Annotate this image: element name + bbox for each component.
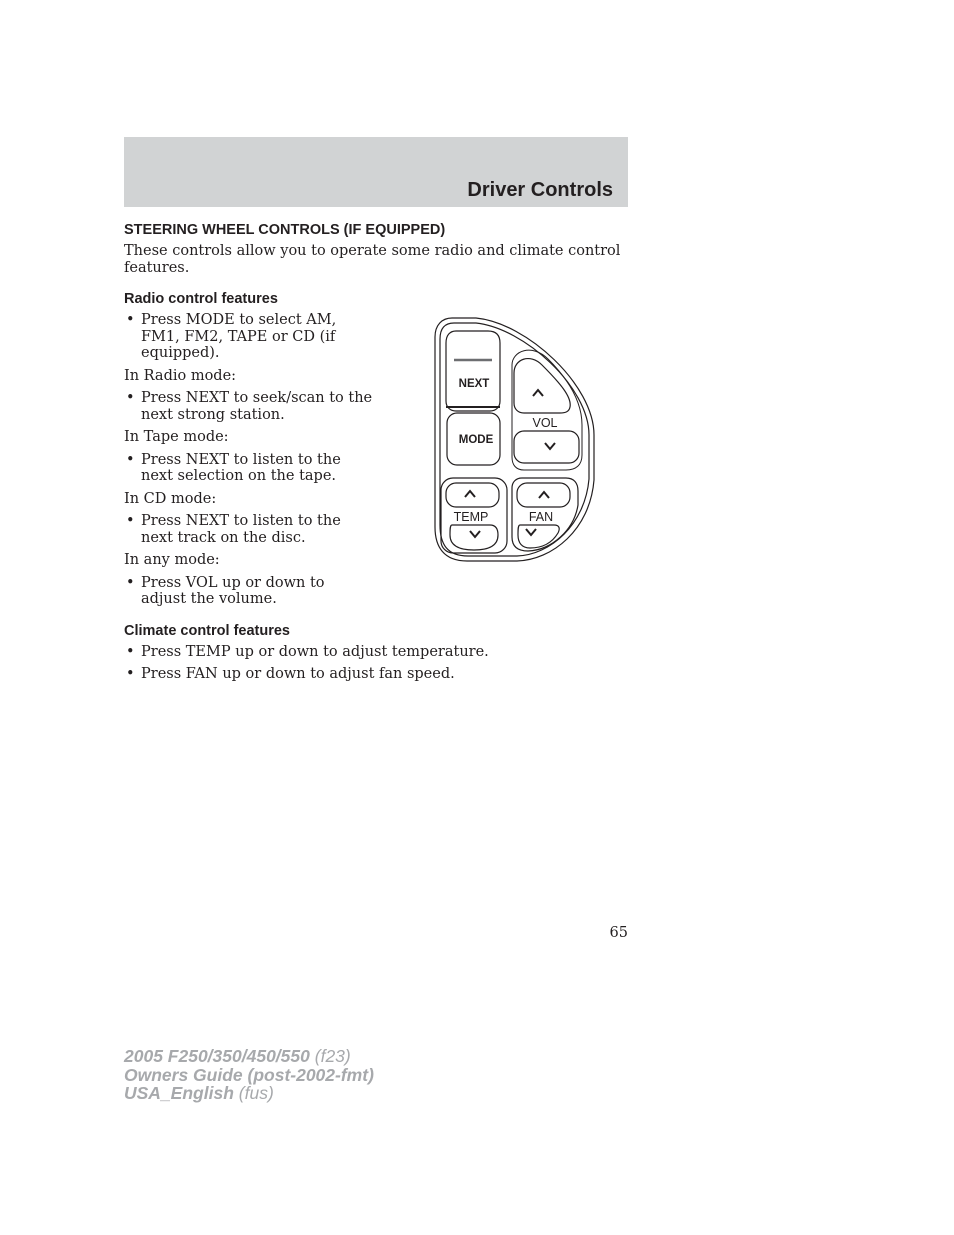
- bullet-mark: •: [126, 574, 135, 591]
- fan-down-chevron-icon: [526, 529, 536, 535]
- list-item: [124, 513, 374, 546]
- footer-line-guide: Owners Guide (post-2002-fmt): [124, 1064, 374, 1085]
- list-item: [124, 644, 624, 661]
- list-item: [124, 666, 624, 683]
- temp-down-chevron-icon: [470, 531, 480, 537]
- list-item: [124, 312, 374, 362]
- section-title: STEERING WHEEL CONTROLS (IF EQUIPPED): [124, 222, 446, 238]
- temp-up-chevron-icon: [465, 491, 475, 497]
- list-item-text: Press NEXT to listen to the next track on the disc.: [141, 513, 341, 546]
- fan-down-button-shape: [518, 525, 559, 548]
- footer-model-code: (f23): [314, 1046, 351, 1066]
- radio-features-list: [124, 312, 374, 608]
- list-item-text: Press VOL up or down to adjust the volume.: [141, 574, 325, 607]
- fan-up-chevron-icon: [539, 492, 549, 498]
- mode-label: In Tape mode:: [124, 429, 229, 445]
- mode-button-label: MODE: [458, 434, 494, 446]
- footer-language-code: (fus): [238, 1083, 274, 1103]
- list-item: [124, 390, 374, 423]
- page-section-title: Driver Controls: [467, 179, 613, 201]
- vol-group-outline: [512, 350, 582, 470]
- bullet-mark: •: [126, 390, 135, 406]
- next-button-label: NEXT: [458, 378, 490, 390]
- fan-up-button-shape: [517, 483, 570, 507]
- list-item-text: Press NEXT to seek/scan to the next strong station.: [141, 390, 373, 423]
- vol-button-label: VOL: [532, 416, 558, 430]
- list-item: [124, 575, 374, 608]
- intro-paragraph: These controls allow you to operate some radio and climate control features.: [124, 243, 621, 276]
- fan-button-label: FAN: [528, 510, 554, 524]
- list-item-text: Press NEXT to listen to the next selection on the tape.: [141, 451, 341, 484]
- list-item-text: Press MODE to select AM, FM1, FM2, TAPE or CD (if equipped).: [141, 312, 337, 361]
- bullet-mark: •: [126, 643, 135, 660]
- next-button-shape: [446, 331, 500, 411]
- list-item-text: Press TEMP up or down to adjust temperature.: [141, 643, 489, 660]
- vol-down-button-shape: [514, 431, 579, 463]
- list-item: [124, 452, 374, 485]
- footer-model: 2005 F250/350/450/550: [124, 1046, 310, 1066]
- temp-button-label: TEMP: [453, 510, 489, 524]
- footer-line-language: [124, 1084, 374, 1103]
- climate-features-list: [124, 644, 624, 683]
- footer-language: USA_English: [124, 1083, 234, 1103]
- header-band: [124, 137, 628, 207]
- vol-up-chevron-icon: [533, 390, 543, 396]
- temp-down-button-shape: [450, 525, 498, 550]
- steering-wheel-controls-diagram: [432, 315, 598, 565]
- footer-line-model: [124, 1047, 374, 1066]
- document-footer: [124, 1047, 374, 1103]
- bullet-mark: •: [126, 451, 135, 468]
- mode-label: In CD mode:: [124, 490, 217, 507]
- radio-features-title: Radio control features: [124, 291, 278, 307]
- bullet-mark: •: [126, 513, 135, 529]
- list-item-text: Press FAN up or down to adjust fan speed.: [141, 666, 455, 682]
- bullet-mark: •: [126, 666, 135, 682]
- bullet-mark: •: [126, 312, 135, 328]
- mode-label: In any mode:: [124, 552, 220, 568]
- vol-down-chevron-icon: [545, 443, 555, 449]
- mode-label: In Radio mode:: [124, 367, 237, 384]
- climate-features-title: Climate control features: [124, 622, 290, 639]
- page-number: 65: [609, 925, 628, 941]
